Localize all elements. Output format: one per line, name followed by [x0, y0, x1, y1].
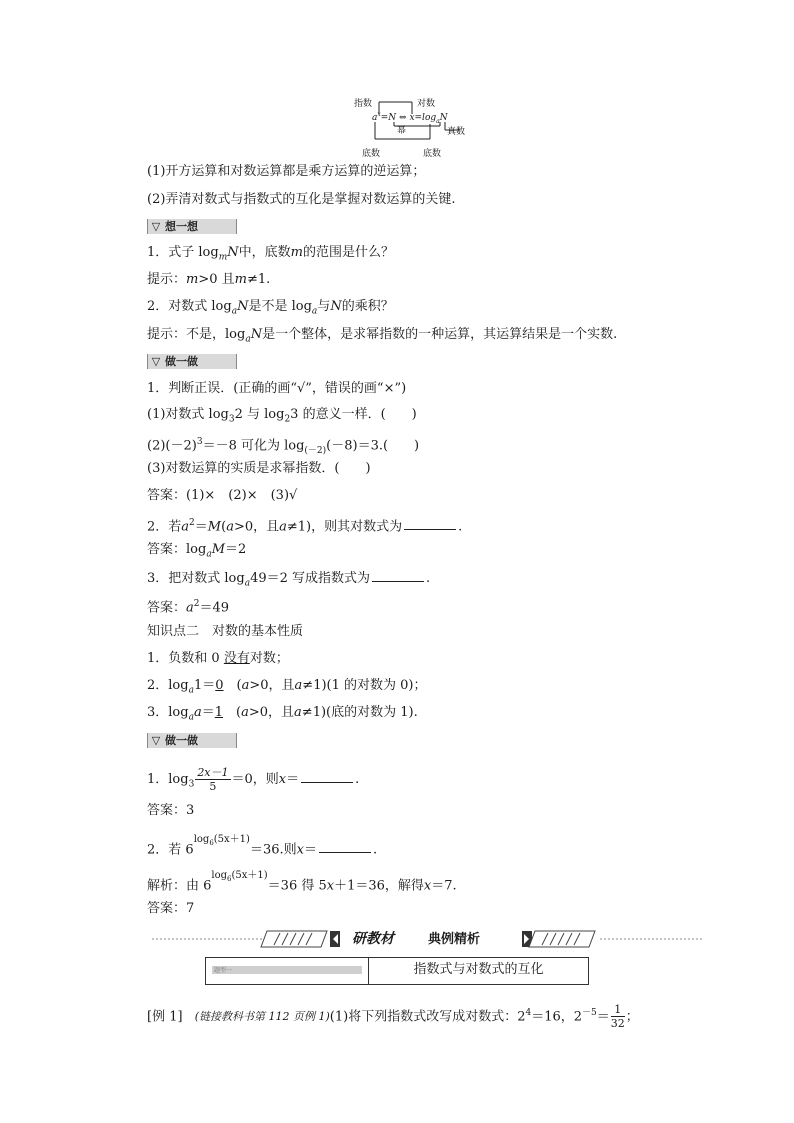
t: a	[193, 705, 202, 720]
t: ＝0，则	[231, 772, 279, 787]
t: 49＝2 写成指数式为	[250, 571, 371, 586]
t: >0，且	[233, 519, 280, 535]
t: x	[296, 842, 304, 858]
do-badge-1	[147, 354, 237, 369]
t: (2)(－2)	[147, 438, 197, 454]
t: >0，且	[248, 705, 295, 720]
chevron-down-icon: ▽	[151, 220, 161, 233]
diagram-equation	[372, 111, 448, 125]
think-badge	[147, 219, 237, 234]
t: 没有	[223, 651, 250, 666]
do1-q1: 1．判断正误．(正确的画“√”，错误的画“×”)	[147, 381, 407, 396]
t: >0 且	[198, 272, 235, 287]
t: a	[226, 519, 234, 535]
t: 1．负数和 0	[147, 651, 224, 666]
t: a	[188, 712, 194, 723]
answer-blank[interactable]	[301, 770, 353, 783]
do2-q2	[147, 834, 378, 858]
do2-q1	[147, 765, 359, 800]
t: .	[458, 519, 463, 535]
t: 对数；	[249, 651, 289, 666]
t: 2．若 6	[147, 842, 194, 858]
t: 1．log	[147, 772, 189, 787]
t: ＝36.则	[249, 842, 297, 858]
t: 0	[215, 678, 224, 693]
t: N	[227, 245, 239, 260]
think-hint-2	[147, 327, 617, 348]
t: a	[186, 600, 194, 616]
do1-item2	[147, 434, 419, 459]
t: (5x＋1)	[231, 870, 268, 881]
t: ；	[625, 1009, 639, 1025]
do-badge-label: 做一做	[165, 355, 198, 368]
section-banner	[152, 930, 702, 948]
t: (	[223, 678, 242, 693]
t: 提示：不是，log	[147, 327, 246, 342]
eq-sub: a	[436, 117, 440, 125]
t: 是一个整体，是求幂指数的一种运算，其运算结果是一个实数.	[262, 327, 618, 342]
t: 4	[525, 1008, 532, 1018]
t: ＝2	[225, 542, 247, 557]
exponent	[194, 834, 250, 845]
t: (－8)＝3.( )	[326, 438, 420, 454]
t: 提示：	[147, 272, 187, 287]
t: a	[294, 678, 303, 693]
eq-n: N	[439, 113, 448, 123]
t: >0，且	[249, 678, 295, 693]
t: 中，底数	[238, 245, 291, 260]
t: 解析：由 6	[147, 878, 212, 894]
do1-answer1: 答案：(1)× (2)× (3)√	[147, 488, 298, 503]
example-1	[147, 997, 639, 1033]
t: a	[231, 306, 238, 317]
think-hint-1	[147, 272, 270, 288]
t: ＝－8 可化为 log	[202, 438, 305, 454]
t: (－2)	[304, 445, 327, 456]
t: a	[241, 705, 249, 720]
t: a	[245, 334, 251, 345]
do1-item3: (3)对数运算的实质是求幂指数．( )	[147, 461, 371, 476]
t: .	[373, 842, 378, 858]
kp2-p2	[147, 678, 426, 699]
think-question-2	[147, 299, 394, 320]
fraction-denominator: 32	[610, 1017, 625, 1031]
t: ＝	[303, 842, 317, 858]
t: (5x＋1)	[213, 834, 250, 845]
t: 1	[214, 705, 224, 720]
fraction-numerator: 2x－1	[197, 766, 229, 779]
t: a	[241, 678, 250, 693]
diagram-power: 幂	[397, 126, 407, 136]
t: a	[244, 578, 251, 589]
t: 2	[193, 599, 200, 609]
t: (	[221, 519, 227, 535]
t: 3	[228, 414, 235, 425]
t: 2 与 log	[234, 407, 285, 422]
t: ＝	[286, 772, 300, 787]
t: a	[206, 549, 212, 560]
topic-tag: 题型一	[214, 967, 233, 974]
t: 3	[196, 437, 203, 447]
t: (1)对数式 log	[147, 407, 229, 422]
t: a	[181, 519, 190, 535]
t: a	[294, 705, 302, 720]
t: ＝	[596, 1009, 610, 1025]
diagram-logarithm: 对数	[417, 99, 436, 109]
answer-blank[interactable]	[372, 569, 424, 582]
t: 2．对数式 log	[147, 299, 232, 314]
t: (	[223, 705, 242, 720]
kp2-title: 知识点二 对数的基本性质	[147, 624, 304, 639]
t: 2	[284, 414, 291, 425]
t: 6	[209, 839, 214, 847]
t: m	[218, 252, 228, 263]
banner-right-label: 典例精析	[428, 932, 481, 947]
t: 答案：	[147, 600, 187, 616]
t: 3	[188, 779, 195, 790]
eq-a: a	[372, 113, 378, 123]
fraction-denominator: 5	[209, 780, 217, 793]
do2-answer1: 答案：3	[147, 803, 195, 818]
t: a	[311, 306, 318, 317]
chevron-down-icon: ▽	[151, 355, 161, 368]
t: ≠1)，则其对数式为	[286, 519, 403, 535]
t: 的乘积？	[341, 299, 394, 314]
example-label: [例 1]	[147, 1009, 183, 1025]
t: a	[279, 519, 287, 535]
t: ＝36 得 5	[267, 878, 327, 894]
do1-answer2	[147, 542, 246, 563]
do1-q3	[147, 569, 430, 592]
example-reference: (链接教科书第 112 页例 1)	[194, 1010, 330, 1024]
t: ＝49	[199, 600, 230, 616]
t: x	[423, 878, 432, 894]
t: M	[207, 519, 222, 535]
t: m	[186, 272, 199, 287]
log-exp-diagram	[350, 92, 480, 162]
t: .	[355, 772, 360, 787]
do2-answer2: 答案：7	[147, 901, 195, 916]
note-1: (1)开方运算和对数运算都是乘方运算的逆运算；	[147, 164, 426, 179]
t: 2	[189, 518, 195, 528]
t: －5	[582, 1008, 597, 1018]
t: 是不是 log	[248, 299, 312, 314]
t: 3．把对数式 log	[147, 571, 245, 586]
t: 3 的意义一样．( )	[290, 407, 417, 422]
t: ＝16，2	[531, 1009, 583, 1025]
do1-item1	[147, 407, 417, 428]
banner-left-label: 研教材	[352, 931, 394, 947]
eq-x: x	[377, 111, 381, 118]
t: 的范围是什么？	[302, 245, 394, 260]
t: 6	[227, 875, 232, 883]
t: 答案：log	[147, 542, 207, 557]
t: 2．若	[147, 519, 182, 535]
t: m	[290, 245, 303, 260]
chevron-down-icon: ▽	[151, 734, 161, 747]
t: 1．式子 log	[147, 245, 219, 260]
t: M	[211, 542, 225, 557]
t: 2．log	[147, 678, 189, 693]
banner-decoration	[152, 930, 702, 948]
fraction	[611, 1003, 625, 1030]
t: 1＝	[193, 678, 216, 693]
topic-tag-cell	[206, 958, 369, 984]
t: N	[330, 299, 342, 314]
exponent	[211, 870, 267, 881]
eq-mid: =N ⇔ x=log	[380, 113, 437, 123]
t: ＝7.	[431, 878, 457, 894]
t: ≠1)(底的对数为 1).	[301, 705, 418, 720]
do1-q2	[147, 515, 462, 535]
think-question-1	[147, 245, 394, 266]
t: ＝	[201, 705, 215, 720]
do1-answer3	[147, 596, 229, 616]
diagram-base-left: 底数	[362, 149, 381, 159]
t: ＋1＝36，解得	[334, 878, 424, 894]
t: N	[250, 327, 263, 342]
t: log	[211, 870, 228, 881]
t: ≠1.	[246, 272, 271, 287]
t: (1)将下列指数式改写成对数式：2	[329, 1009, 526, 1025]
answer-blank[interactable]	[404, 517, 456, 530]
t: 3．log	[147, 705, 189, 720]
t: N	[237, 299, 249, 314]
topic-tag-bar	[212, 966, 362, 974]
diagram-base-right: 底数	[423, 149, 442, 159]
kp2-p1	[147, 651, 289, 667]
t: a	[188, 685, 194, 696]
t: x	[278, 772, 287, 787]
t: ≠1)(1 的对数为 0)；	[302, 678, 427, 693]
t: ＝	[194, 519, 208, 535]
do-badge-2	[147, 733, 237, 748]
t: m	[234, 272, 247, 287]
do2-solution	[147, 870, 457, 894]
note-2: (2)弄清对数式与指数式的互化是掌握对数运算的关键.	[147, 192, 456, 207]
do-badge-label: 做一做	[165, 734, 198, 747]
t: log	[193, 834, 210, 845]
fraction	[195, 766, 230, 793]
t: .	[426, 571, 431, 586]
fraction-numerator: 1	[611, 1003, 625, 1017]
topic-title: 指数式与对数式的互化	[413, 962, 544, 977]
diagram-antilog: 真数	[447, 127, 466, 137]
think-badge-label: 想一想	[165, 220, 198, 233]
kp2-p3	[147, 705, 418, 726]
t: x	[326, 878, 335, 894]
diagram-exponent: 指数	[354, 99, 373, 109]
t: 与	[317, 299, 331, 314]
answer-blank[interactable]	[319, 840, 371, 853]
topic-header	[205, 957, 589, 985]
